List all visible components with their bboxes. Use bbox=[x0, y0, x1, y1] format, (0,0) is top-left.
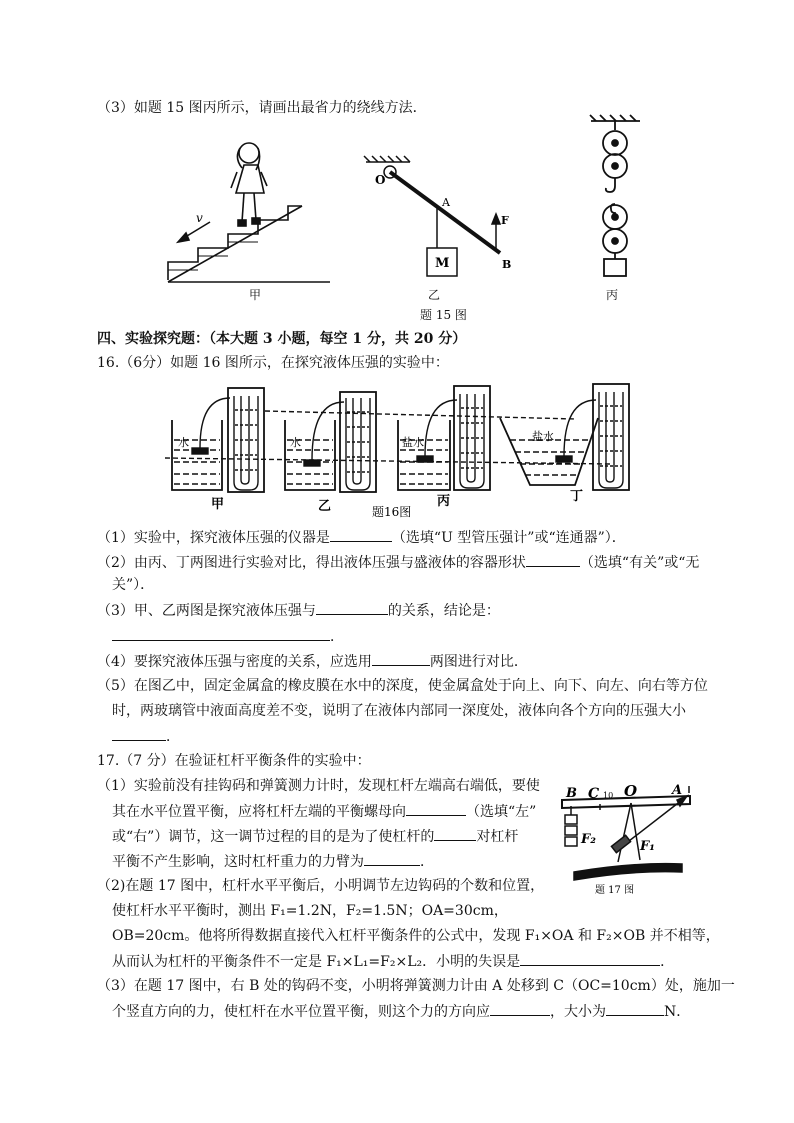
q17-p3-end: N． bbox=[664, 1004, 691, 1020]
fig16-label-bing: 丙 bbox=[437, 494, 451, 509]
q17-p1-end: ． bbox=[420, 854, 434, 870]
fig17-caption: 题 17 图 bbox=[595, 885, 635, 896]
q17-p1-text-e: 对杠杆 bbox=[476, 829, 519, 845]
fig15-label-jia: 甲 bbox=[249, 288, 262, 302]
q16-p4-text-a: （4）要探究液体压强与密度的关系，应选用 bbox=[97, 654, 372, 670]
q16-p5-end: ． bbox=[166, 729, 180, 745]
fig15-label-bing: 丙 bbox=[606, 288, 619, 302]
q16-p3-text-b: 的关系，结论是： bbox=[387, 603, 500, 619]
point-B-label: B bbox=[502, 258, 512, 271]
fig15-label-yi: 乙 bbox=[428, 288, 441, 302]
fig16-label-yi: 乙 bbox=[318, 499, 332, 514]
q16-p3-end: ． bbox=[330, 629, 344, 645]
velocity-label: v bbox=[196, 211, 203, 225]
q17-p1-text-f: 平衡不产生影响，这时杠杆重力的力臂为 bbox=[112, 854, 364, 870]
q17-p1-text-c: （选填“左” bbox=[466, 804, 537, 820]
q17-p1-text-a: （1）实验前没有挂钩码和弹簧测力计时，发现杠杆左端高右端低，要使 bbox=[97, 778, 540, 794]
q17-p2-text-d: 从而认为杠杆的平衡条件不一定是 F₁×L₁=F₂×L₂．小明的失误是 bbox=[112, 954, 521, 970]
fig17-force-F1: F₁ bbox=[640, 839, 655, 854]
weight-M-label: M bbox=[435, 256, 450, 271]
fig17-tick-10: 10 bbox=[603, 791, 614, 800]
q17-p3-text-a: （3）在题 17 图中，右 B 处的钩码不变，小明将弹簧测力计由 A 处移到 C（OC=10cm）处，施加一 bbox=[97, 978, 735, 994]
fig16-saltwater-label-bing: 盐水 bbox=[402, 436, 424, 449]
q16-p3-text-a: （3）甲、乙两图是探究液体压强与 bbox=[97, 603, 316, 619]
q16-stem: 16.（6分）如题 16 图所示，在探究液体压强的实验中： bbox=[97, 355, 449, 371]
fig17-point-B: B bbox=[566, 786, 577, 801]
q16-p2-text-c: 关”）． bbox=[112, 577, 155, 593]
q17-p2-text-b: 使杠杆水平平衡时，测出 F₁=1.2N，F₂=1.5N；OA=30cm， bbox=[112, 903, 508, 919]
fig17-point-C: C bbox=[588, 786, 600, 802]
fig16-saltwater-label-ding: 盐水 bbox=[532, 430, 554, 443]
q17-p2-end: ． bbox=[660, 954, 675, 970]
q17-p2-text-c: OB=20cm。他将所得数据直接代入杠杆平衡条件的公式中，发现 F₁×OA 和 F₂×OB 并不相等， bbox=[112, 928, 720, 944]
q16-p5-text-a: （5）在图乙中，固定金属盒的橡皮膜在水中的深度，使金属盒处于向上、向下、向左、向右等方位 bbox=[97, 678, 708, 694]
q16-p4-text-b: 两图进行对比． bbox=[429, 654, 528, 670]
q17-p1-text-b: 其在水平位置平衡，应将杠杆左端的平衡螺母向 bbox=[112, 804, 406, 820]
fig16-caption: 题16图 bbox=[372, 505, 412, 519]
q17-p3-text-c: ，大小为 bbox=[550, 1004, 606, 1020]
q16-p2-text-b: （选填“有关”或“无 bbox=[579, 555, 700, 571]
q16-p5-text-b: 时，两玻璃管中液面高度差不变，说明了在液体内部同一深度处，液体向各个方向的压强大小 bbox=[112, 703, 686, 719]
q17-p3-text-b: 个竖直方向的力，使杠杆在水平位置平衡，则这个力的方向应 bbox=[112, 1004, 490, 1020]
fig16-water-label-yi: 水 bbox=[290, 436, 301, 449]
q16-p1-text-b: （选填“U 型管压强计”或“连通器”）． bbox=[391, 530, 626, 546]
fig15-caption: 题 15 图 bbox=[420, 308, 467, 322]
section-4-heading: 四、实验探究题：（本大题 3 小题，每空 1 分，共 20 分） bbox=[97, 331, 467, 347]
q15-part3: （3）如题 15 图丙所示，请画出最省力的绕线方法． bbox=[97, 100, 427, 116]
fig17-point-A: A bbox=[672, 783, 683, 798]
q16-p1-text-a: （1）实验中，探究液体压强的仪器是 bbox=[97, 530, 330, 546]
pivot-O-label: O bbox=[375, 173, 386, 187]
fig16-label-ding: 丁 bbox=[570, 489, 584, 504]
force-F-label: F bbox=[501, 214, 509, 227]
fig16-label-jia: 甲 bbox=[211, 497, 225, 512]
q16-p2-text-a: （2）由丙、丁两图进行实验对比，得出液体压强与盛液体的容器形状 bbox=[97, 555, 526, 571]
fig17-force-F2: F₂ bbox=[581, 832, 596, 847]
q17-stem: 17.（7 分）在验证杠杆平衡条件的实验中： bbox=[97, 753, 371, 769]
point-A-label: A bbox=[442, 196, 450, 209]
fig17-pivot-O: O bbox=[624, 782, 638, 800]
q17-p2-text-a: （2)在题 17 图中，杠杆水平平衡后，小明调节左边钩码的个数和位置， bbox=[97, 878, 545, 894]
fig16-water-label-jia: 水 bbox=[178, 436, 189, 449]
q17-p1-text-d: 或“右”）调节，这一调节过程的目的是为了使杠杆的 bbox=[112, 829, 435, 845]
